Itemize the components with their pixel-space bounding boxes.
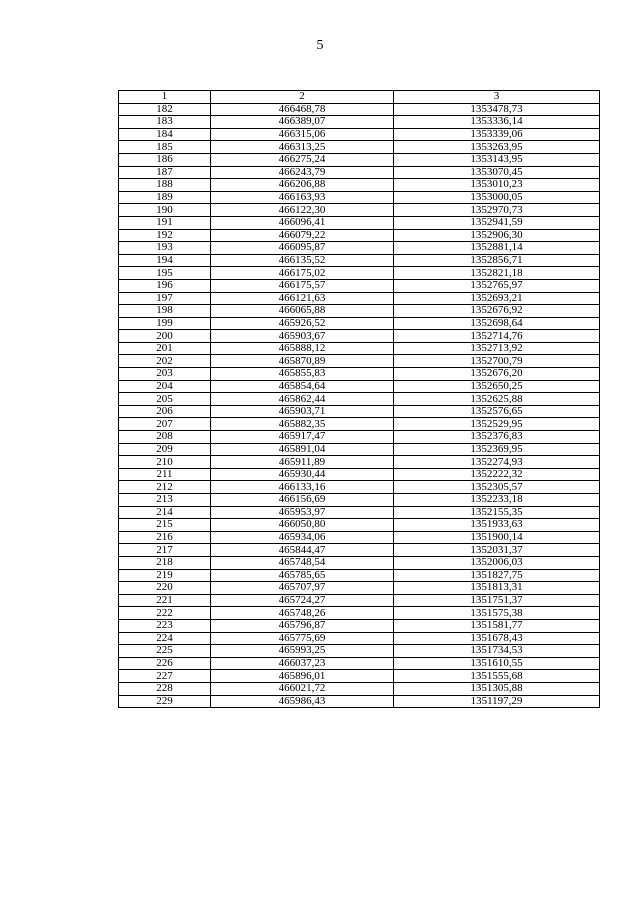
x-coordinate-cell: 465748,54 (211, 556, 394, 569)
table-row (119, 368, 600, 381)
point-number-cell: 187 (119, 166, 211, 179)
y-coordinate-cell: 1353000,05 (394, 191, 600, 204)
y-coordinate-cell: 1351581,77 (394, 619, 600, 632)
table-row (119, 229, 600, 242)
x-coordinate-cell: 465896,01 (211, 670, 394, 683)
y-coordinate-cell: 1352676,92 (394, 305, 600, 318)
y-coordinate-cell: 1352821,18 (394, 267, 600, 280)
x-coordinate-cell: 465986,43 (211, 695, 394, 708)
y-coordinate-cell: 1352222,32 (394, 468, 600, 481)
point-number-cell: 186 (119, 153, 211, 166)
y-coordinate-cell: 1352650,25 (394, 380, 600, 393)
x-coordinate-cell: 465775,69 (211, 632, 394, 645)
page-number: 5 (316, 38, 324, 53)
x-coordinate-cell: 465748,26 (211, 607, 394, 620)
point-number-cell: 203 (119, 368, 211, 381)
table-row (119, 657, 600, 670)
coordinates-table (118, 90, 600, 708)
table-row (119, 456, 600, 469)
x-coordinate-cell: 465926,52 (211, 317, 394, 330)
y-coordinate-cell: 1351575,38 (394, 607, 600, 620)
y-coordinate-cell: 1351900,14 (394, 531, 600, 544)
y-coordinate-cell: 1353336,14 (394, 116, 600, 129)
y-coordinate-cell: 1352765,97 (394, 279, 600, 292)
table-row (119, 103, 600, 116)
point-number-cell: 196 (119, 279, 211, 292)
table-row (119, 317, 600, 330)
point-number-cell: 201 (119, 342, 211, 355)
table-row (119, 153, 600, 166)
x-coordinate-cell: 466389,07 (211, 116, 394, 129)
y-coordinate-cell: 1352576,65 (394, 405, 600, 418)
table-row (119, 645, 600, 658)
table-header (119, 91, 600, 104)
x-coordinate-cell: 466175,57 (211, 279, 394, 292)
y-coordinate-cell: 1352856,71 (394, 254, 600, 267)
x-coordinate-cell: 465934,06 (211, 531, 394, 544)
x-coordinate-cell: 465953,97 (211, 506, 394, 519)
x-coordinate-cell: 466275,24 (211, 153, 394, 166)
table-row (119, 279, 600, 292)
table-row (119, 556, 600, 569)
table-row (119, 179, 600, 192)
point-number-cell: 189 (119, 191, 211, 204)
x-coordinate-cell: 465930,44 (211, 468, 394, 481)
y-coordinate-cell: 1352693,21 (394, 292, 600, 305)
table-row (119, 128, 600, 141)
table-row (119, 594, 600, 607)
x-coordinate-cell: 466037,23 (211, 657, 394, 670)
point-number-cell: 209 (119, 443, 211, 456)
x-coordinate-cell: 465854,64 (211, 380, 394, 393)
y-coordinate-cell: 1353263,95 (394, 141, 600, 154)
table-row (119, 443, 600, 456)
table-row (119, 682, 600, 695)
x-coordinate-cell: 465862,44 (211, 393, 394, 406)
y-coordinate-cell: 1353339,06 (394, 128, 600, 141)
y-coordinate-cell: 1352031,37 (394, 544, 600, 557)
x-coordinate-cell: 466313,25 (211, 141, 394, 154)
table-row (119, 191, 600, 204)
point-number-cell: 190 (119, 204, 211, 217)
table-row (119, 531, 600, 544)
y-coordinate-cell: 1351827,75 (394, 569, 600, 582)
point-number-cell: 217 (119, 544, 211, 557)
y-coordinate-cell: 1351751,37 (394, 594, 600, 607)
y-coordinate-cell: 1352274,93 (394, 456, 600, 469)
point-number-cell: 212 (119, 481, 211, 494)
point-number-cell: 204 (119, 380, 211, 393)
x-coordinate-cell: 466021,72 (211, 682, 394, 695)
x-coordinate-cell: 465993,25 (211, 645, 394, 658)
point-number-cell: 205 (119, 393, 211, 406)
point-number-cell: 198 (119, 305, 211, 318)
x-coordinate-cell: 465891,04 (211, 443, 394, 456)
point-number-cell: 211 (119, 468, 211, 481)
y-coordinate-cell: 1352698,64 (394, 317, 600, 330)
point-number-cell: 184 (119, 128, 211, 141)
point-number-cell: 208 (119, 431, 211, 444)
point-number-cell: 229 (119, 695, 211, 708)
point-number-cell: 199 (119, 317, 211, 330)
x-coordinate-cell: 466163,93 (211, 191, 394, 204)
y-coordinate-cell: 1351813,31 (394, 582, 600, 595)
table-row (119, 292, 600, 305)
table-row (119, 305, 600, 318)
table-row (119, 116, 600, 129)
table-row (119, 519, 600, 532)
y-coordinate-cell: 1353478,73 (394, 103, 600, 116)
table-row (119, 670, 600, 683)
point-number-cell: 219 (119, 569, 211, 582)
point-number-cell: 216 (119, 531, 211, 544)
table-row (119, 330, 600, 343)
point-number-cell: 225 (119, 645, 211, 658)
table-row (119, 506, 600, 519)
table-row (119, 342, 600, 355)
table-row (119, 393, 600, 406)
x-coordinate-cell: 466095,87 (211, 242, 394, 255)
y-coordinate-cell: 1352676,20 (394, 368, 600, 381)
column-header-1: 1 (119, 91, 211, 104)
x-coordinate-cell: 466065,88 (211, 305, 394, 318)
table-row (119, 431, 600, 444)
x-coordinate-cell: 466050,80 (211, 519, 394, 532)
point-number-cell: 210 (119, 456, 211, 469)
y-coordinate-cell: 1353070,45 (394, 166, 600, 179)
point-number-cell: 213 (119, 494, 211, 507)
table-row (119, 468, 600, 481)
point-number-cell: 221 (119, 594, 211, 607)
column-header-3: 3 (394, 91, 600, 104)
x-coordinate-cell: 466122,30 (211, 204, 394, 217)
y-coordinate-cell: 1352369,95 (394, 443, 600, 456)
table-row (119, 569, 600, 582)
table-row (119, 141, 600, 154)
x-coordinate-cell: 465707,97 (211, 582, 394, 595)
y-coordinate-cell: 1351555,68 (394, 670, 600, 683)
x-coordinate-cell: 466243,79 (211, 166, 394, 179)
x-coordinate-cell: 466133,16 (211, 481, 394, 494)
table-row (119, 418, 600, 431)
point-number-cell: 191 (119, 216, 211, 229)
table-row (119, 582, 600, 595)
y-coordinate-cell: 1351610,55 (394, 657, 600, 670)
header-row (119, 91, 600, 104)
y-coordinate-cell: 1352625,88 (394, 393, 600, 406)
x-coordinate-cell: 466206,88 (211, 179, 394, 192)
table-row (119, 242, 600, 255)
y-coordinate-cell: 1351933,63 (394, 519, 600, 532)
point-number-cell: 206 (119, 405, 211, 418)
table-row (119, 695, 600, 708)
table-body (119, 103, 600, 708)
x-coordinate-cell: 465724,27 (211, 594, 394, 607)
point-number-cell: 227 (119, 670, 211, 683)
table-row (119, 254, 600, 267)
x-coordinate-cell: 465870,89 (211, 355, 394, 368)
y-coordinate-cell: 1352233,18 (394, 494, 600, 507)
point-number-cell: 207 (119, 418, 211, 431)
x-coordinate-cell: 466135,52 (211, 254, 394, 267)
point-number-cell: 192 (119, 229, 211, 242)
table-row (119, 355, 600, 368)
table-row (119, 405, 600, 418)
x-coordinate-cell: 466096,41 (211, 216, 394, 229)
point-number-cell: 226 (119, 657, 211, 670)
x-coordinate-cell: 465903,67 (211, 330, 394, 343)
table-row (119, 380, 600, 393)
y-coordinate-cell: 1352155,35 (394, 506, 600, 519)
table-row (119, 481, 600, 494)
y-coordinate-cell: 1352881,14 (394, 242, 600, 255)
point-number-cell: 214 (119, 506, 211, 519)
y-coordinate-cell: 1353010,23 (394, 179, 600, 192)
y-coordinate-cell: 1352376,83 (394, 431, 600, 444)
x-coordinate-cell: 465882,35 (211, 418, 394, 431)
x-coordinate-cell: 466468,78 (211, 103, 394, 116)
point-number-cell: 194 (119, 254, 211, 267)
y-coordinate-cell: 1351305,88 (394, 682, 600, 695)
point-number-cell: 185 (119, 141, 211, 154)
x-coordinate-cell: 466156,69 (211, 494, 394, 507)
column-header-2: 2 (211, 91, 394, 104)
point-number-cell: 200 (119, 330, 211, 343)
x-coordinate-cell: 465911,89 (211, 456, 394, 469)
y-coordinate-cell: 1352713,92 (394, 342, 600, 355)
point-number-cell: 223 (119, 619, 211, 632)
y-coordinate-cell: 1351734,53 (394, 645, 600, 658)
point-number-cell: 220 (119, 582, 211, 595)
x-coordinate-cell: 465785,65 (211, 569, 394, 582)
x-coordinate-cell: 466175,02 (211, 267, 394, 280)
x-coordinate-cell: 466121,63 (211, 292, 394, 305)
point-number-cell: 218 (119, 556, 211, 569)
table-row (119, 166, 600, 179)
point-number-cell: 222 (119, 607, 211, 620)
point-number-cell: 228 (119, 682, 211, 695)
x-coordinate-cell: 465855,83 (211, 368, 394, 381)
table-row (119, 607, 600, 620)
x-coordinate-cell: 465888,12 (211, 342, 394, 355)
y-coordinate-cell: 1352700,79 (394, 355, 600, 368)
x-coordinate-cell: 465844,47 (211, 544, 394, 557)
table-row (119, 204, 600, 217)
x-coordinate-cell: 465796,87 (211, 619, 394, 632)
y-coordinate-cell: 1351678,43 (394, 632, 600, 645)
table-row (119, 267, 600, 280)
y-coordinate-cell: 1353143,95 (394, 153, 600, 166)
table-row (119, 216, 600, 229)
table-row (119, 632, 600, 645)
point-number-cell: 197 (119, 292, 211, 305)
point-number-cell: 195 (119, 267, 211, 280)
y-coordinate-cell: 1352006,03 (394, 556, 600, 569)
y-coordinate-cell: 1352529,95 (394, 418, 600, 431)
point-number-cell: 193 (119, 242, 211, 255)
point-number-cell: 182 (119, 103, 211, 116)
point-number-cell: 215 (119, 519, 211, 532)
point-number-cell: 188 (119, 179, 211, 192)
y-coordinate-cell: 1352970,73 (394, 204, 600, 217)
point-number-cell: 183 (119, 116, 211, 129)
table-row (119, 619, 600, 632)
x-coordinate-cell: 466079,22 (211, 229, 394, 242)
y-coordinate-cell: 1352305,57 (394, 481, 600, 494)
x-coordinate-cell: 466315,06 (211, 128, 394, 141)
x-coordinate-cell: 465917,47 (211, 431, 394, 444)
x-coordinate-cell: 465903,71 (211, 405, 394, 418)
y-coordinate-cell: 1352906,30 (394, 229, 600, 242)
point-number-cell: 224 (119, 632, 211, 645)
y-coordinate-cell: 1352714,76 (394, 330, 600, 343)
y-coordinate-cell: 1351197,29 (394, 695, 600, 708)
table-row (119, 494, 600, 507)
point-number-cell: 202 (119, 355, 211, 368)
table-row (119, 544, 600, 557)
y-coordinate-cell: 1352941,59 (394, 216, 600, 229)
